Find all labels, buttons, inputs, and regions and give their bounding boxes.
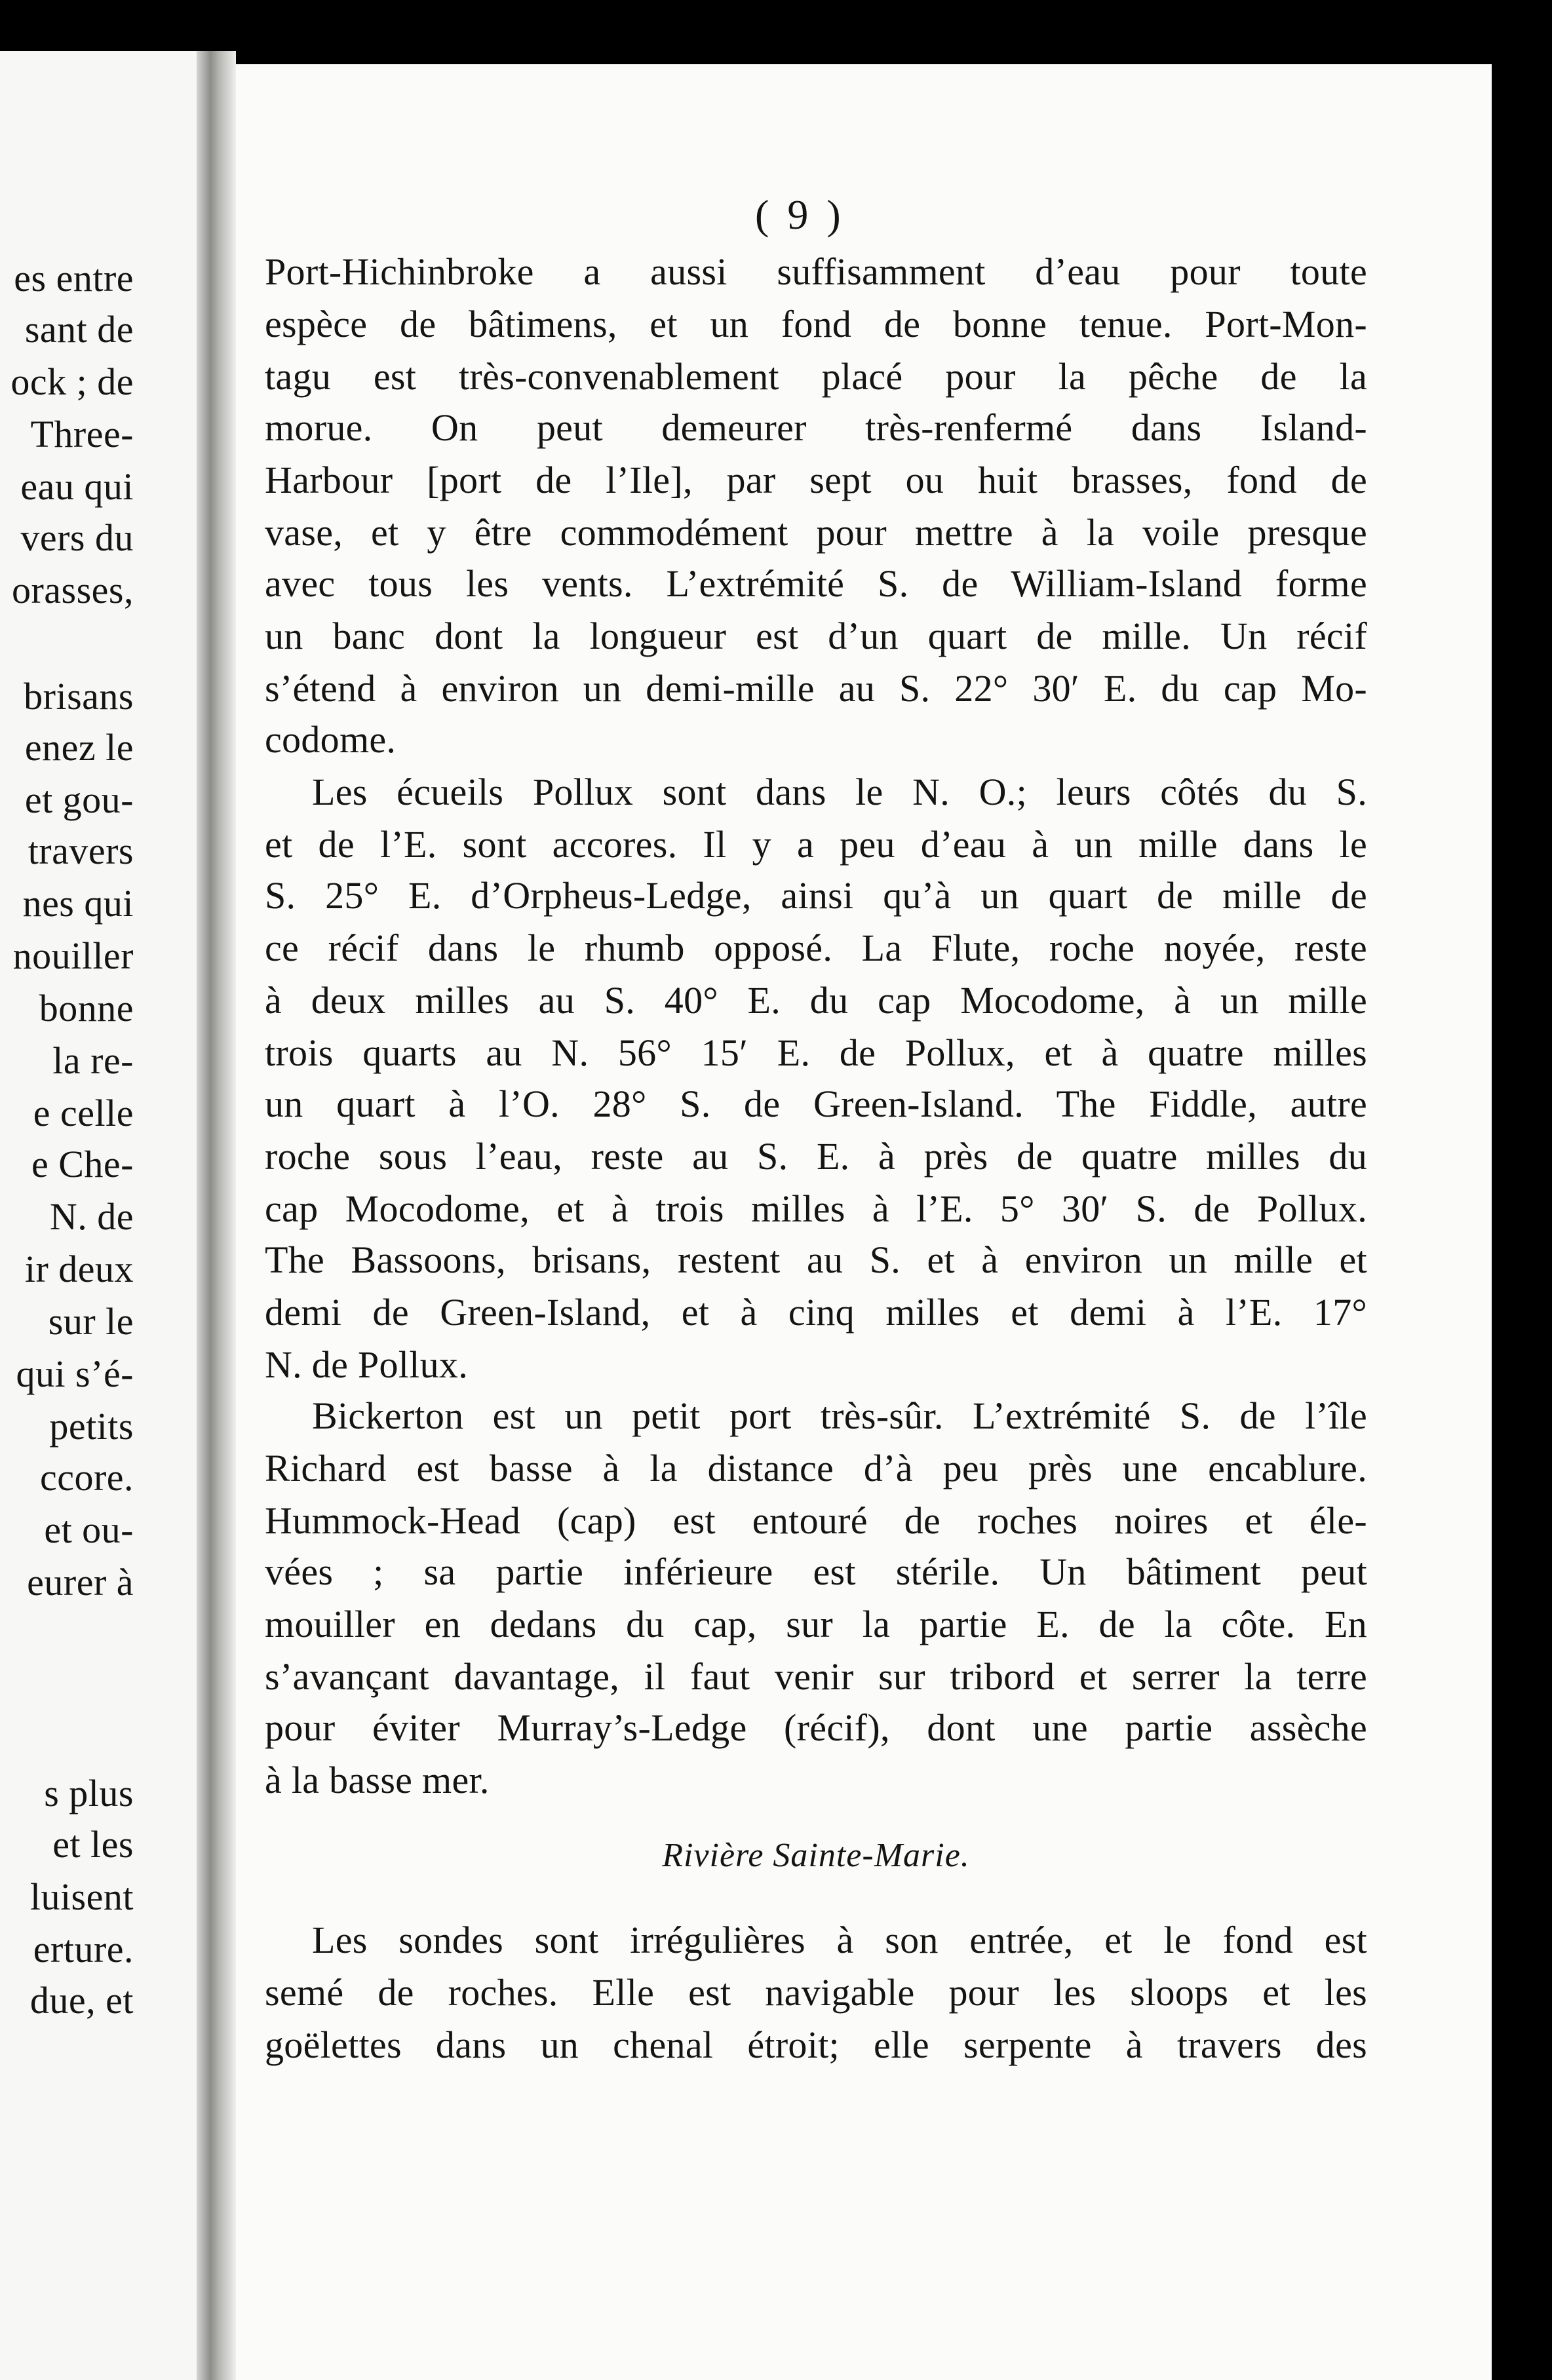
text-line: mouiller en dedans du cap, sur la partie E. de la côte. En (265, 1603, 1367, 1645)
left-fragment-line: la re- (52, 1039, 134, 1082)
left-fragment-line: travers (28, 830, 134, 872)
left-fragment-line: due, et (29, 1979, 134, 2022)
left-fragment-line: nes qui (22, 882, 134, 925)
left-fragment-line: nouiller (12, 934, 134, 977)
left-fragment-line: vers du (20, 516, 134, 559)
text-line: pour éviter Murray’s-Ledge (récif), dont une partie assèche (265, 1706, 1367, 1749)
text-line: Les écueils Pollux sont dans le N. O.; leurs côtés du S. (312, 771, 1367, 813)
left-fragment-line: s plus (44, 1772, 134, 1814)
text-line: s’avançant davantage, il faut venir sur tribord et serrer la terre (265, 1655, 1367, 1698)
text-line: et de l’E. sont accores. Il y a peu d’eau à un mille dans le (265, 823, 1367, 866)
text-line: tagu est très-convenablement placé pour la pêche de la (265, 355, 1367, 398)
left-fragment-line: sur le (48, 1300, 134, 1343)
text-line: cap Mocodome, et à trois milles à l’E. 5° 30′ S. de Pollux. (265, 1187, 1367, 1230)
left-fragment-line: et ou- (44, 1508, 134, 1551)
left-fragment-line: enez le (24, 726, 134, 769)
section-heading: Rivière Sainte-Marie. (662, 1837, 970, 1874)
left-fragment-line: sant de (24, 308, 134, 351)
text-line: demi de Green-Island, et à cinq milles et demi à l’E. 17° (265, 1291, 1367, 1334)
left-fragment-line: orasses, (11, 569, 134, 611)
left-fragment-line: qui s’é- (16, 1353, 134, 1395)
left-fragment-line: eurer à (27, 1561, 134, 1603)
left-fragment-line: eau qui (20, 465, 134, 508)
text-line: semé de roches. Elle est navigable pour les sloops et les (265, 1971, 1367, 2014)
text-line: à deux milles au S. 40° E. du cap Mocodome, à un mille (265, 979, 1367, 1022)
left-fragment-line: petits (49, 1405, 134, 1448)
text-line: Port-Hichinbroke a aussi suffisamment d’eau pour toute (265, 250, 1367, 293)
text-line: vase, et y être commodément pour mettre à la voile presque (265, 511, 1367, 554)
left-fragment-line: e celle (33, 1092, 134, 1134)
text-line: espèce de bâtimens, et un fond de bonne tenue. Port-Mon- (265, 303, 1367, 345)
left-fragment-line: N. de (49, 1195, 134, 1238)
left-fragment-line: et gou- (24, 778, 134, 821)
text-line: s’étend à environ un demi-mille au S. 22° 30′ E. du cap Mo- (265, 667, 1367, 710)
left-fragment-line: erture. (33, 1928, 134, 1970)
left-fragment-line: bonne (39, 987, 134, 1029)
left-fragment-line: ir deux (24, 1248, 134, 1290)
text-line: S. 25° E. d’Orpheus-Ledge, ainsi qu’à un quart de mille de (265, 874, 1367, 917)
left-fragment-line: et les (52, 1823, 134, 1866)
left-fragment-line: ccore. (39, 1456, 134, 1499)
left-fragment-line: Three- (30, 413, 134, 455)
text-line: un quart à l’O. 28° S. de Green-Island. The Fiddle, autre (265, 1083, 1367, 1125)
text-line: ce récif dans le rhumb opposé. La Flute, roche noyée, reste (265, 927, 1367, 969)
left-page-fragment (0, 51, 197, 2380)
left-fragment-line: es entre (14, 257, 134, 299)
text-line: trois quarts au N. 56° 15′ E. de Pollux, et à quatre milles (265, 1031, 1367, 1074)
text-line: Hummock-Head (cap) est entouré de roches noires et éle- (265, 1499, 1367, 1542)
text-line: Bickerton est un petit port très-sûr. L’extrémité S. de l’île (312, 1394, 1367, 1437)
text-line: codome. (265, 718, 397, 761)
text-line: un banc dont la longueur est d’un quart de mille. Un récif (265, 615, 1367, 657)
left-fragment-line: ock ; de (10, 360, 134, 403)
text-line: Les sondes sont irrégulières à son entrée, et le fond est (312, 1919, 1367, 1961)
left-fragment-line: e Che- (31, 1143, 134, 1185)
text-line: The Bassoons, brisans, restent au S. et à environ un mille et (265, 1238, 1367, 1281)
text-line: Richard est basse à la distance d’à peu près une encablure. (265, 1447, 1367, 1489)
text-line: vées ; sa partie inférieure est stérile. Un bâtiment peut (265, 1550, 1367, 1593)
text-line: goëlettes dans un chenal étroit; elle serpente à travers des (265, 2024, 1367, 2066)
text-line: roche sous l’eau, reste au S. E. à près de quatre milles du (265, 1135, 1367, 1178)
text-line: avec tous les vents. L’extrémité S. de William-Island forme (265, 562, 1367, 605)
page-number: ( 9 ) (755, 191, 845, 238)
left-fragment-line: luisent (29, 1875, 134, 1918)
text-line: Harbour [port de l’Ile], par sept ou huit brasses, fond de (265, 459, 1367, 501)
book-gutter (197, 51, 236, 2380)
text-line: à la basse mer. (265, 1759, 490, 1801)
text-line: N. de Pollux. (265, 1343, 469, 1386)
text-line: morue. On peut demeurer très-renfermé dans Island- (265, 406, 1367, 449)
left-fragment-line: brisans (24, 675, 134, 718)
scan-right-edge (1492, 64, 1552, 2380)
